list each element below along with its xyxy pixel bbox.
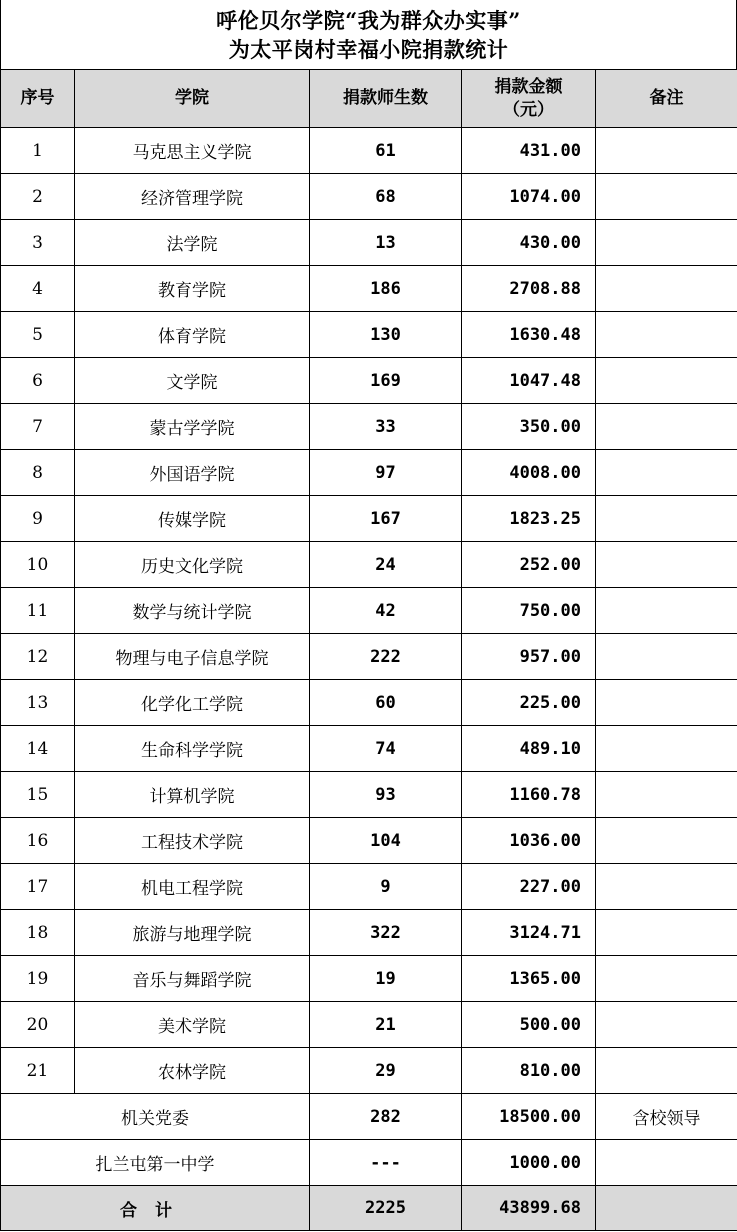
row-donors: 104 — [310, 818, 462, 864]
row-donors: 24 — [310, 542, 462, 588]
row-college: 外国语学院 — [75, 450, 310, 496]
row-amount: 350.00 — [462, 404, 596, 450]
header-college: 学院 — [75, 70, 310, 128]
row-amount: 1823.25 — [462, 496, 596, 542]
row-remark — [596, 128, 737, 174]
table-row — [1, 864, 737, 910]
row-index: 2 — [1, 174, 75, 220]
total-donors: 2225 — [310, 1186, 462, 1231]
row-remark — [596, 496, 737, 542]
row-college: 音乐与舞蹈学院 — [75, 956, 310, 1002]
table-row — [1, 588, 737, 634]
row-donors: 9 — [310, 864, 462, 910]
row-remark — [596, 634, 737, 680]
row-index: 17 — [1, 864, 75, 910]
row-college: 工程技术学院 — [75, 818, 310, 864]
extra-row-remark: 含校领导 — [596, 1094, 737, 1140]
row-college: 物理与电子信息学院 — [75, 634, 310, 680]
row-remark — [596, 1048, 737, 1094]
row-index: 5 — [1, 312, 75, 358]
table-row — [1, 312, 737, 358]
row-donors: 21 — [310, 1002, 462, 1048]
row-college: 蒙古学学院 — [75, 404, 310, 450]
total-amount: 43899.68 — [462, 1186, 596, 1231]
row-remark — [596, 312, 737, 358]
row-college: 经济管理学院 — [75, 174, 310, 220]
row-college: 旅游与地理学院 — [75, 910, 310, 956]
row-college: 数学与统计学院 — [75, 588, 310, 634]
table-row — [1, 818, 737, 864]
row-college: 化学化工学院 — [75, 680, 310, 726]
row-donors: 97 — [310, 450, 462, 496]
row-college: 教育学院 — [75, 266, 310, 312]
row-remark — [596, 726, 737, 772]
row-remark — [596, 864, 737, 910]
row-index: 14 — [1, 726, 75, 772]
row-index: 13 — [1, 680, 75, 726]
row-index: 16 — [1, 818, 75, 864]
row-college: 法学院 — [75, 220, 310, 266]
table-row — [1, 266, 737, 312]
row-donors: 130 — [310, 312, 462, 358]
row-remark — [596, 174, 737, 220]
donation-table — [0, 69, 737, 1231]
table-body — [1, 128, 737, 1231]
header-index: 序号 — [1, 70, 75, 128]
table-row — [1, 220, 737, 266]
row-index: 6 — [1, 358, 75, 404]
row-remark — [596, 588, 737, 634]
table-row — [1, 1002, 737, 1048]
row-index: 18 — [1, 910, 75, 956]
row-index: 20 — [1, 1002, 75, 1048]
row-amount: 2708.88 — [462, 266, 596, 312]
row-college: 文学院 — [75, 358, 310, 404]
row-college: 体育学院 — [75, 312, 310, 358]
extra-row-donors: 282 — [310, 1094, 462, 1140]
row-donors: 186 — [310, 266, 462, 312]
row-remark — [596, 450, 737, 496]
table-row — [1, 358, 737, 404]
row-donors: 60 — [310, 680, 462, 726]
extra-row-amount: 1000.00 — [462, 1140, 596, 1186]
row-amount: 430.00 — [462, 220, 596, 266]
row-donors: 29 — [310, 1048, 462, 1094]
row-index: 19 — [1, 956, 75, 1002]
row-index: 21 — [1, 1048, 75, 1094]
row-amount: 500.00 — [462, 1002, 596, 1048]
row-college: 农林学院 — [75, 1048, 310, 1094]
row-remark — [596, 956, 737, 1002]
row-remark — [596, 220, 737, 266]
row-amount: 750.00 — [462, 588, 596, 634]
table-row — [1, 910, 737, 956]
row-college: 美术学院 — [75, 1002, 310, 1048]
row-remark — [596, 818, 737, 864]
row-donors: 222 — [310, 634, 462, 680]
row-college: 历史文化学院 — [75, 542, 310, 588]
row-amount: 957.00 — [462, 634, 596, 680]
row-college: 马克思主义学院 — [75, 128, 310, 174]
row-college: 传媒学院 — [75, 496, 310, 542]
row-remark — [596, 910, 737, 956]
title-line-2: 为太平岗村幸福小院捐款统计 — [228, 36, 509, 62]
row-amount: 1036.00 — [462, 818, 596, 864]
row-donors: 13 — [310, 220, 462, 266]
row-donors: 322 — [310, 910, 462, 956]
header-amount — [462, 70, 596, 128]
extra-row-donors: --- — [310, 1140, 462, 1186]
row-remark — [596, 404, 737, 450]
extra-row-name: 机关党委 — [1, 1094, 310, 1140]
row-donors: 74 — [310, 726, 462, 772]
row-amount: 252.00 — [462, 542, 596, 588]
row-index: 8 — [1, 450, 75, 496]
table-header-row — [1, 70, 737, 128]
table-row — [1, 404, 737, 450]
extra-row-amount: 18500.00 — [462, 1094, 596, 1140]
row-remark — [596, 266, 737, 312]
row-amount: 3124.71 — [462, 910, 596, 956]
row-index: 4 — [1, 266, 75, 312]
table-row — [1, 726, 737, 772]
row-amount: 1074.00 — [462, 174, 596, 220]
row-index: 9 — [1, 496, 75, 542]
header-remark: 备注 — [596, 70, 737, 128]
row-index: 11 — [1, 588, 75, 634]
extra-row-remark — [596, 1140, 737, 1186]
row-amount: 227.00 — [462, 864, 596, 910]
title-line-1: 呼伦贝尔学院“我为群众办实事” — [216, 7, 521, 33]
row-amount: 4008.00 — [462, 450, 596, 496]
row-index: 7 — [1, 404, 75, 450]
row-index: 1 — [1, 128, 75, 174]
table-row-extra — [1, 1094, 737, 1140]
header-donors: 捐款师生数 — [310, 70, 462, 128]
row-index: 3 — [1, 220, 75, 266]
row-amount: 1160.78 — [462, 772, 596, 818]
table-row — [1, 956, 737, 1002]
row-remark — [596, 1002, 737, 1048]
table-row — [1, 1048, 737, 1094]
table-row — [1, 496, 737, 542]
total-row — [1, 1186, 737, 1231]
row-remark — [596, 358, 737, 404]
table-row-extra — [1, 1140, 737, 1186]
row-amount: 810.00 — [462, 1048, 596, 1094]
row-donors: 167 — [310, 496, 462, 542]
total-label: 合计 — [1, 1186, 310, 1231]
total-remark — [596, 1186, 737, 1231]
header-amount-unit: （元） — [503, 99, 554, 120]
header-amount-label: 捐款金额 — [494, 76, 563, 97]
document-title — [0, 0, 737, 69]
row-donors: 61 — [310, 128, 462, 174]
row-amount: 489.10 — [462, 726, 596, 772]
row-remark — [596, 680, 737, 726]
row-donors: 93 — [310, 772, 462, 818]
row-index: 12 — [1, 634, 75, 680]
row-donors: 19 — [310, 956, 462, 1002]
extra-row-name: 扎兰屯第一中学 — [1, 1140, 310, 1186]
row-index: 10 — [1, 542, 75, 588]
row-donors: 68 — [310, 174, 462, 220]
row-college: 生命科学学院 — [75, 726, 310, 772]
row-remark — [596, 772, 737, 818]
row-amount: 431.00 — [462, 128, 596, 174]
table-row — [1, 542, 737, 588]
table-row — [1, 450, 737, 496]
table-row — [1, 680, 737, 726]
row-college: 机电工程学院 — [75, 864, 310, 910]
row-amount: 1047.48 — [462, 358, 596, 404]
row-amount: 1365.00 — [462, 956, 596, 1002]
row-amount: 225.00 — [462, 680, 596, 726]
row-donors: 33 — [310, 404, 462, 450]
table-row — [1, 634, 737, 680]
row-index: 15 — [1, 772, 75, 818]
table-row — [1, 772, 737, 818]
table-row — [1, 128, 737, 174]
row-college: 计算机学院 — [75, 772, 310, 818]
row-amount: 1630.48 — [462, 312, 596, 358]
row-remark — [596, 542, 737, 588]
row-donors: 169 — [310, 358, 462, 404]
table-row — [1, 174, 737, 220]
row-donors: 42 — [310, 588, 462, 634]
